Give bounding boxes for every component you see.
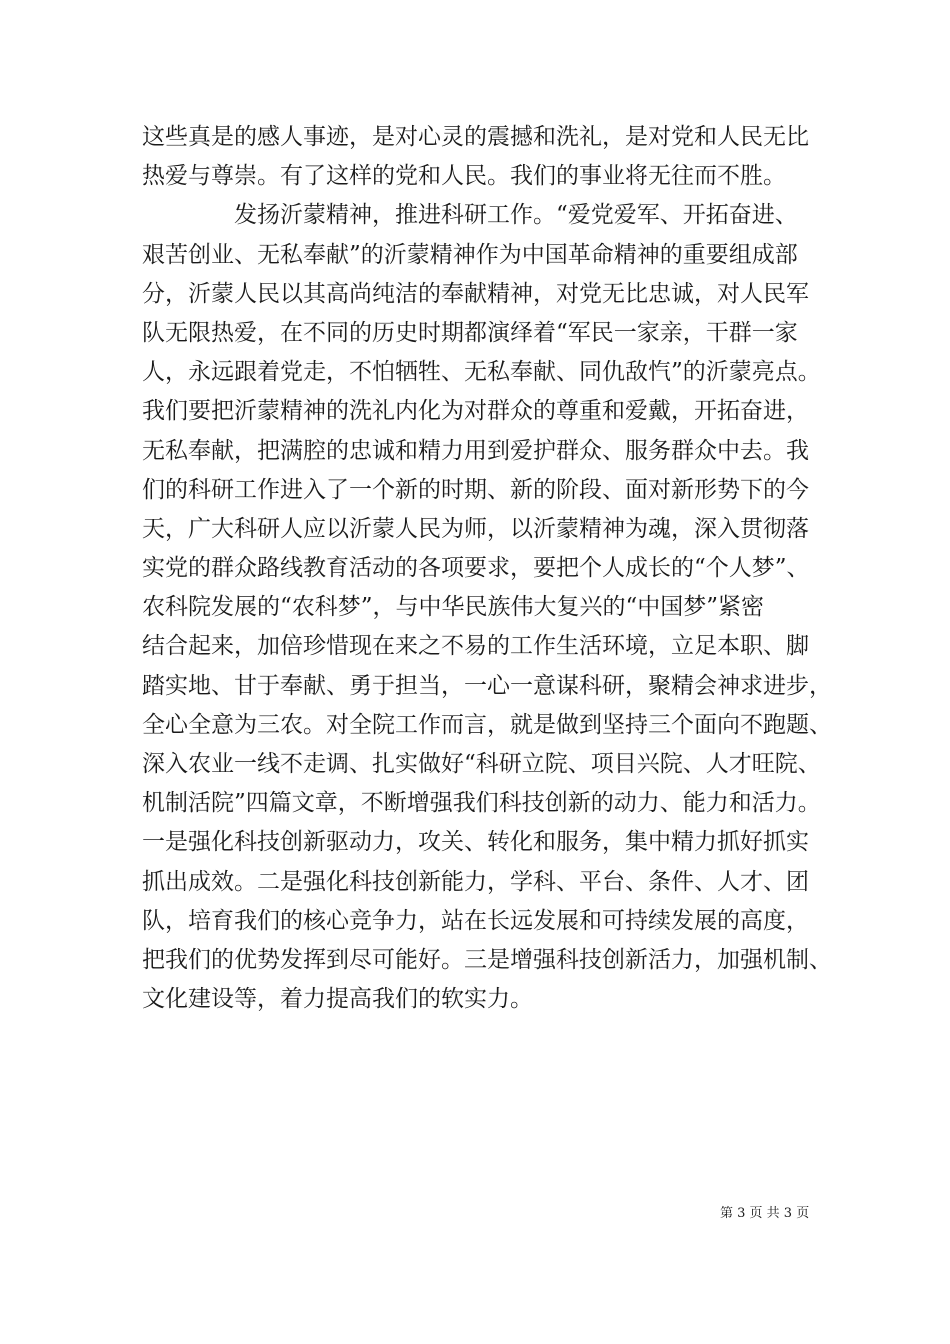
text-line: 分，沂蒙人民以其高尚纯洁的奉献精神，对党无比忠诚，对人民军 <box>142 280 809 307</box>
text-line: 队，培育我们的核心竞争力，站在长远发展和可持续发展的高度， <box>142 907 809 934</box>
text-line: 热爱与尊崇。有了这样的党和人民。我们的事业将无往而不胜。 <box>142 163 786 190</box>
body-text <box>142 118 842 1019</box>
text-line: 结合起来，加倍珍惜现在来之不易的工作生活环境，立足本职、脚 <box>142 633 809 660</box>
text-line: 深入农业一线不走调、扎实做好“科研立院、项目兴院、人才旺院、 <box>142 751 821 777</box>
text-line: 队无限热爱，在不同的历史时期都演绎着“军民一家亲，干群一家 <box>142 319 798 346</box>
text-line: 机制活院”四篇文章，不断增强我们科技创新的动力、能力和活力。 <box>142 790 821 817</box>
text-line: 农科院发展的“农科梦”，与中华民族伟大复兴的“中国梦”紧密 <box>142 594 765 621</box>
text-line: 实党的群众路线教育活动的各项要求，要把个人成长的“个人梦”、 <box>142 555 810 582</box>
text-line: 我们要把沂蒙精神的洗礼内化为对群众的尊重和爱戴，开拓奋进， <box>142 398 809 425</box>
text-line: 文化建设等，着力提高我们的软实力。 <box>142 986 533 1013</box>
text-line: 这些真是的感人事迹，是对心灵的震撼和洗礼，是对党和人民无比 <box>142 124 809 150</box>
text-line: 一是强化科技创新驱动力，攻关、转化和服务，集中精力抓好抓实 <box>142 829 809 856</box>
text-line: 们的科研工作进入了一个新的时期、新的阶段、面对新形势下的今 <box>142 476 809 503</box>
text-line: 发扬沂蒙精神，推进科研工作。“爱党爱军、开拓奋进、 <box>142 202 798 229</box>
text-line: 全心全意为三农。对全院工作而言，就是做到坚持三个面向不跑题、 <box>142 711 832 738</box>
text-line: 无私奉献，把满腔的忠诚和精力用到爱护群众、服务群众中去。我 <box>142 437 809 464</box>
text-line: 踏实地、甘于奉献、勇于担当，一心一意谋科研，聚精会神求进步， <box>142 672 832 699</box>
text-line: 抓出成效。二是强化科技创新能力，学科、平台、条件、人才、团 <box>142 868 809 895</box>
text-line: 人，永远跟着党走，不怕牺牲、无私奉献、同仇敌忾”的沂蒙亮点。 <box>142 359 821 386</box>
text-line: 艰苦创业、无私奉献”的沂蒙精神作为中国革命精神的重要组成部 <box>142 241 798 268</box>
page-footer: 第 3 页 共 3 页 <box>720 1206 810 1221</box>
text-line: 把我们的优势发挥到尽可能好。三是增强科技创新活力，加强机制、 <box>142 946 832 973</box>
text-line: 天，广大科研人应以沂蒙人民为师，以沂蒙精神为魂，深入贯彻落 <box>142 515 809 542</box>
